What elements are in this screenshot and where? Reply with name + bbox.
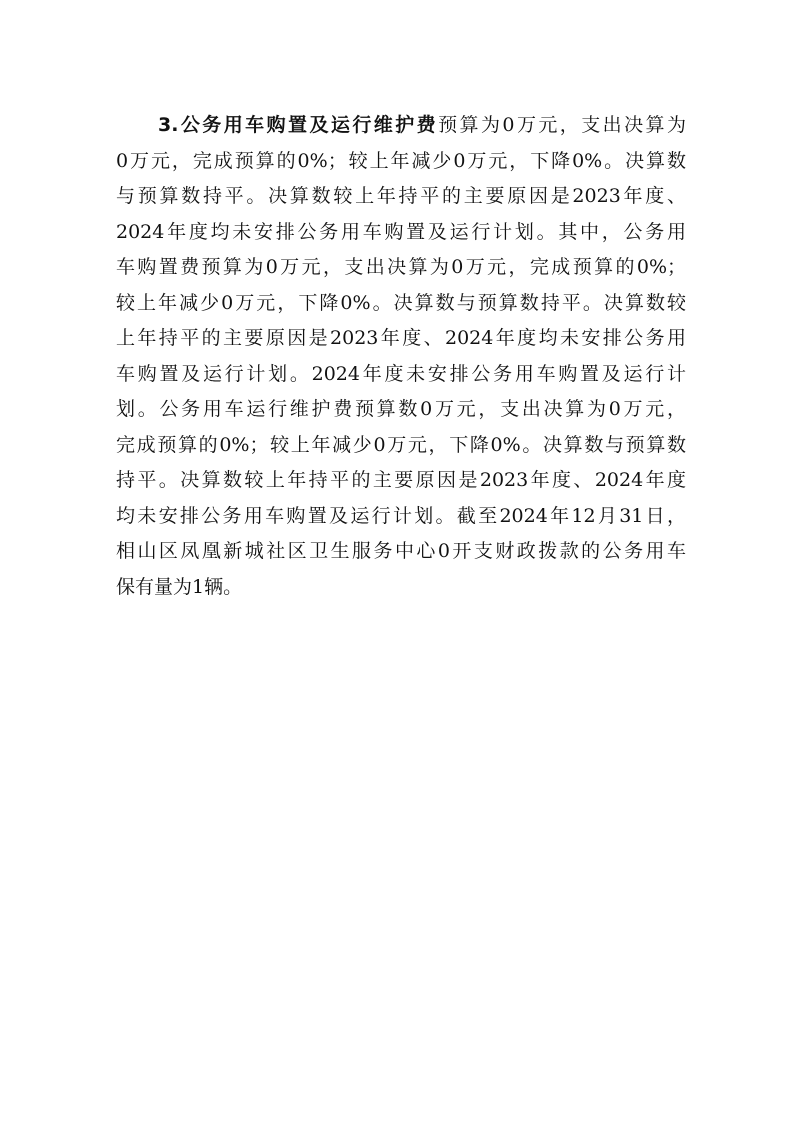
paragraph-line-11: 持平。决算数较上年持平的主要原因是2023年度、2024年度 xyxy=(116,469,686,491)
paragraph-line-2: 0万元，完成预算的0%；较上年减少0万元，下降0%。决算数 xyxy=(116,149,686,172)
document-body xyxy=(116,108,686,605)
paragraph-line-4: 2024年度均未安排公务用车购置及运行计划。其中，公务用 xyxy=(116,220,686,243)
paragraph-line-12: 均未安排公务用车购置及运行计划。截至2024年12月31日， xyxy=(116,504,686,527)
paragraph-line-6: 较上年减少0万元，下降0%。决算数与预算数持平。决算数较 xyxy=(116,291,686,314)
paragraph-line-5: 车购置费预算为0万元，支出决算为0万元，完成预算的0%； xyxy=(116,256,686,278)
paragraph-line-7: 上年持平的主要原因是2023年度、2024年度均未安排公务用 xyxy=(116,327,686,349)
paragraph-line-1 xyxy=(116,108,686,144)
paragraph-line-13: 相山区凤凰新城社区卫生服务中心0开支财政拨款的公务用车 xyxy=(116,540,686,562)
paragraph-line-8: 车购置及运行计划。2024年度未安排公务用车购置及运行计 xyxy=(116,362,686,385)
paragraph-line-14: 保有量为1辆。 xyxy=(116,575,243,598)
line-text-1: 预算为0万元，支出决算为 xyxy=(438,114,686,136)
section-heading: 3.公务用车购置及运行维护费 xyxy=(158,114,439,136)
paragraph-line-3: 与预算数持平。决算数较上年持平的主要原因是2023年度、 xyxy=(116,185,686,207)
paragraph-line-10: 完成预算的0%；较上年减少0万元，下降0%。决算数与预算数 xyxy=(116,433,686,456)
paragraph-line-9: 划。公务用车运行维护费预算数0万元，支出决算为0万元， xyxy=(116,398,686,420)
